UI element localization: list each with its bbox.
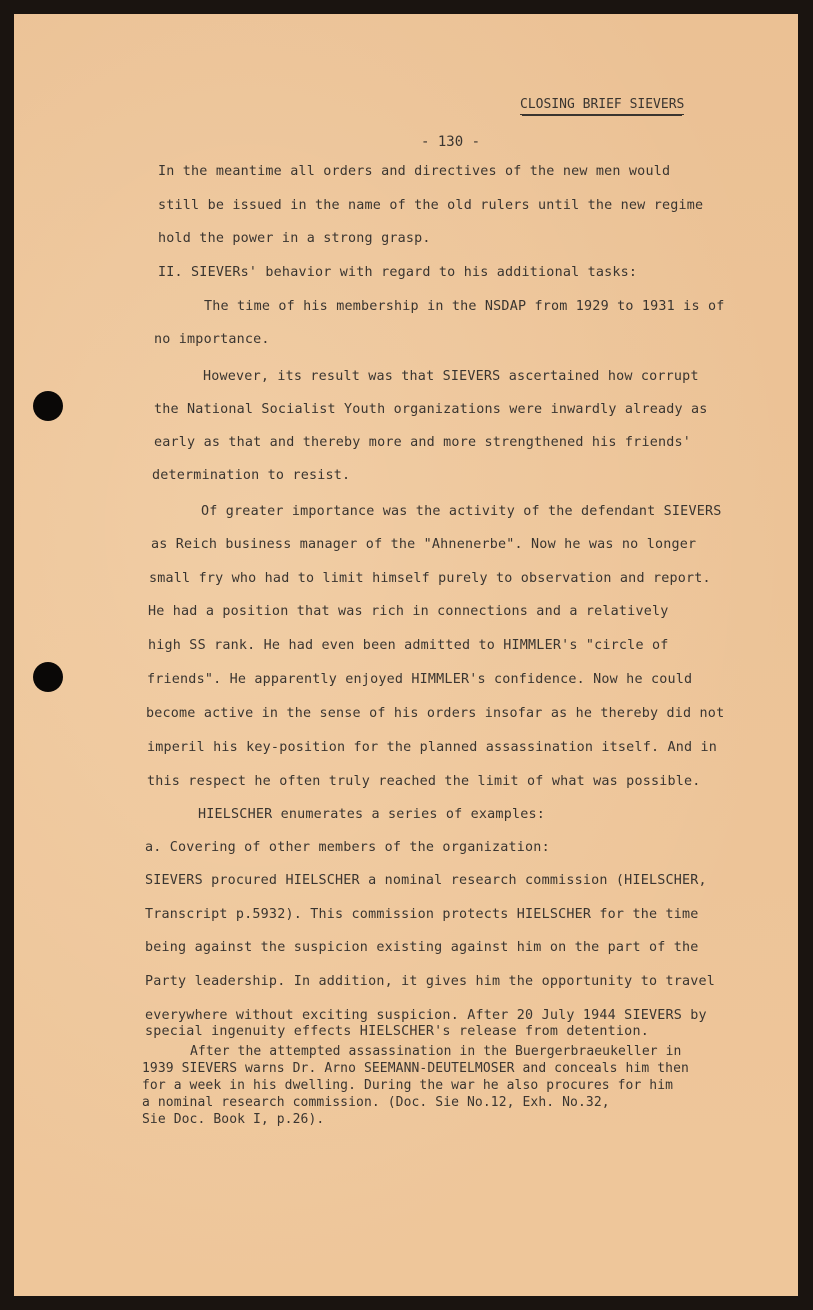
body-line: being against the suspicion existing against him on the part of the [145, 940, 699, 955]
document-page [14, 14, 798, 1296]
subsection-heading: a. Covering of other members of the organization: [145, 840, 550, 855]
footnote-line: a nominal research commission. (Doc. Sie No.12, Exh. No.32, [142, 1095, 610, 1110]
body-line: Of greater importance was the activity of the defendant SIEVERS [201, 504, 722, 519]
body-line: HIELSCHER enumerates a series of examples: [198, 807, 545, 822]
body-line: small fry who had to limit himself purely to observation and report. [149, 571, 711, 586]
body-line: the National Socialist Youth organizations were inwardly already as [154, 402, 708, 417]
page-number: - 130 - [421, 134, 481, 150]
punch-hole-upper [33, 391, 63, 421]
body-line: imperil his key-position for the planned assassination itself. And in [147, 740, 718, 755]
footnote-line: for a week in his dwelling. During the war he also procures for him [142, 1078, 674, 1093]
body-line: friends". He apparently enjoyed HIMMLER's confidence. Now he could [147, 672, 693, 687]
body-line: He had a position that was rich in connections and a relatively [148, 604, 669, 619]
body-line: this respect he often truly reached the limit of what was possible. [147, 774, 701, 789]
document-heading: CLOSING BRIEF SIEVERS [520, 97, 684, 115]
footnote-line: Sie Doc. Book I, p.26). [142, 1112, 325, 1127]
body-line: The time of his membership in the NSDAP from 1929 to 1931 is of [204, 299, 725, 314]
section-heading: II. SIEVERs' behavior with regard to his additional tasks: [158, 265, 638, 280]
body-line: as Reich business manager of the "Ahnenerbe". Now he was no longer [151, 537, 697, 552]
body-line: everywhere without exciting suspicion. After 20 July 1944 SIEVERS by [145, 1008, 707, 1023]
footnote-line: After the attempted assassination in the Buergerbraeukeller in [190, 1044, 682, 1059]
body-line: high SS rank. He had even been admitted to HIMMLER's "circle of [148, 638, 669, 653]
footnote-line: 1939 SIEVERS warns Dr. Arno SEEMANN-DEUTELMOSER and conceals him then [142, 1061, 689, 1076]
body-line: special ingenuity effects HIELSCHER's release from detention. [145, 1024, 649, 1039]
body-line: SIEVERS procured HIELSCHER a nominal research commission (HIELSCHER, [145, 873, 707, 888]
body-line: early as that and thereby more and more strengthened his friends' [154, 435, 692, 450]
body-line: However, its result was that SIEVERS ascertained how corrupt [203, 369, 699, 384]
body-line: still be issued in the name of the old rulers until the new regime [158, 198, 704, 213]
body-line: Transcript p.5932). This commission protects HIELSCHER for the time [145, 907, 699, 922]
punch-hole-lower [33, 662, 63, 692]
body-line: determination to resist. [152, 468, 351, 483]
body-line: Party leadership. In addition, it gives him the opportunity to travel [145, 974, 716, 989]
body-line: become active in the sense of his orders insofar as he thereby did not [146, 706, 725, 721]
body-line: no importance. [154, 332, 270, 347]
body-line: hold the power in a strong grasp. [158, 231, 431, 246]
body-line: In the meantime all orders and directives of the new men would [158, 164, 671, 179]
